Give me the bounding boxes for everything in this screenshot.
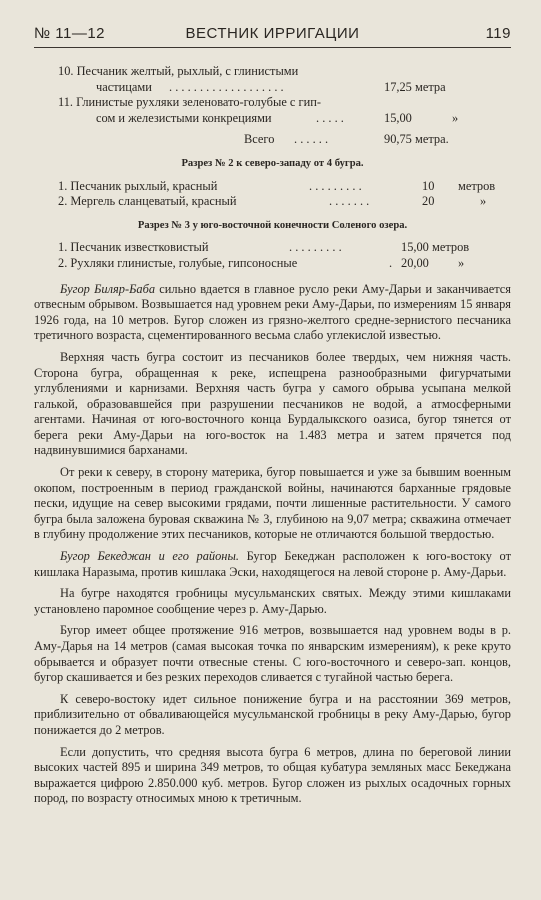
paragraph-text: На бугре находятся гробницы мусульманских святых. Между этими кишлаками установлено паромное сообщение через р. Аму-Дарью. <box>34 586 511 616</box>
list-item-text: 11. Глинистые рухляки зеленовато-голубые с гип- <box>58 95 321 110</box>
list-item-value: 20 <box>422 194 435 209</box>
page-number: 119 <box>485 25 511 42</box>
list-item-value: 10 <box>422 178 435 193</box>
leader-dots: . . . . . . . <box>329 194 370 209</box>
list-item-text: 1. Песчаник рыхлый, красный <box>58 178 218 193</box>
leader-dots: . . . . . . <box>294 132 329 147</box>
list-item-unit: » <box>458 255 465 270</box>
leader-dots: . <box>389 255 393 270</box>
list-item-text-cont: сом и железистыми конкрециями <box>96 110 272 125</box>
running-header <box>34 21 511 48</box>
list-item <box>34 111 511 127</box>
list-item-text: 1. Песчаник известковистый <box>58 240 209 255</box>
paragraph-length <box>34 623 511 685</box>
total-label: Всего <box>244 132 275 147</box>
list-item-value: 20,00 <box>401 255 429 270</box>
leader-dots: . . . . . <box>316 110 344 125</box>
paragraph-upper-part <box>34 350 511 459</box>
leader-dots: . . . . . . . . . <box>309 178 362 193</box>
paragraph-text: От реки к северу, в сторону материка, бугор повышается и уже за бывшим военным окопом, построенным в период гражданской войны, начинаются барханные грядовые пески, идущие на север высокими грядами, почти лишенные растительности. У самого бугра была заложена буровая скважина № 3, глубиною на 9,07 метра; скважина отмечает в глубину продолжение этих песчаников, которые не отличаются большой твердостью. <box>34 465 511 542</box>
list-item <box>34 64 511 80</box>
leader-dots: . . . . . . . . . . . . . . . . . . . <box>169 79 284 94</box>
paragraph-text: Верхняя часть бугра состоит из песчаников более твердых, чем нижняя часть. Сторона бугра, обращенная к реке, испещрена разнообразными фигурчатыми углублениями и карнизами. Верхняя часть бугра у самого обрыва усыпана мелкой галькой, образовавшейся при разрушении песчаников не водой, а атмосферными агентами. Начиная от юго-восточного конца Бурдалыкского оазиса, бугор тянется от берега реки Аму-Дарьи на юго-восток на 1.483 метра и затем прячется под надвинувшимися барханами. <box>34 349 511 458</box>
paragraph-text: Бугор имеет общее протяжение 916 метров, возвышается над уровнем воды в р. Аму-Дарья на 14 метров (самая высокая точка по январским измерениям), к реке круто обрывается и образует почти отвесные стены. С юго-восточного и северо-зап. концов, бугор скашивается и без резких переходов сливается с тугайной частью берега. <box>34 623 511 685</box>
list-section-2 <box>34 179 511 210</box>
paragraph-lead-italic: Бугор Бекеджан и его районы. <box>60 549 239 564</box>
paragraph-text: Бугор Бекеджан расположен к юго-востоку от кишлака Наразыма, против кишлака Эски, находящегося на левой стороне р. Аму-Дарьи. <box>34 549 512 579</box>
paragraph-northeast <box>34 692 511 739</box>
list-item-value: 15,00 <box>384 110 412 125</box>
list-item-unit: метров <box>458 178 496 193</box>
total-value: 90,75 метра. <box>384 132 449 147</box>
paragraph-text: Если допустить, что средняя высота бугра 6 метров, длина по береговой линии высоких частей 895 и ширина 349 метров, то общая кубатура земляных масс Бекеджана выражается цифрою 2.850.000 куб. метров. Бугор сложен из рыхлых осадочных горных пород, по возрасту относимых мною к третичным. <box>34 744 511 806</box>
list-item-text-cont: частицами <box>96 79 152 94</box>
paragraph-bekedzhan <box>34 549 511 580</box>
paragraph-volume <box>34 745 511 807</box>
page-body <box>34 64 511 807</box>
list-item <box>34 80 511 96</box>
paragraph-tombs <box>34 586 511 617</box>
section-heading-2: Разрез № 2 к северо-западу от 4 бугра. <box>181 157 364 169</box>
list-item <box>34 240 511 256</box>
list-section-3 <box>34 240 511 271</box>
leader-dots: . . . . . . . . . <box>289 240 342 255</box>
list-item <box>34 95 511 111</box>
paragraph-lead-italic: Бугор Биляр-Баба <box>60 281 156 296</box>
list-item-text: 2. Рухляки глинистые, голубые, гипсоносные <box>58 255 298 270</box>
list-item <box>34 179 511 195</box>
list-item-value: 17,25 метра <box>384 79 446 94</box>
issue-number: № 11—12 <box>34 25 106 42</box>
section-heading-3: Разрез № 3 у юго-восточной конечности Соленого озера. <box>137 219 408 231</box>
list-item-text: 2. Мергель сланцеватый, красный <box>58 194 237 209</box>
total-line <box>34 132 511 148</box>
list-item-value: 15,00 метров <box>401 240 470 255</box>
paragraph-biliar-baba <box>34 282 511 344</box>
list-item <box>34 256 511 272</box>
paragraph-text: К северо-востоку идет сильное понижение бугра и на расстоянии 369 метров, приблизительно от обваливающейся мусульманской гробницы в реку Аму-Дарью, бугор понижается до 2 метров. <box>34 691 511 737</box>
list-layers-1 <box>34 64 511 148</box>
list-item-unit: » <box>480 194 487 209</box>
journal-title: ВЕСТНИК ИРРИГАЦИИ <box>185 25 360 42</box>
list-item <box>34 194 511 210</box>
paragraph-north <box>34 465 511 543</box>
paragraph-text: сильно вдается в главное русло реки Аму-Дарьи и заканчивается отвесным обрывом. Возвышается над уровнем реки Аму-Дарьи, по измерениям 15 января 1926 года, на 10 метров. Бугор сложен из грязно-желтого средне-зернистого песчаника третичного возраста, сцементированного весьма слабо углекислой известью. <box>34 281 511 343</box>
list-item-text: 10. Песчаник желтый, рыхлый, с глинистыми <box>58 64 299 78</box>
list-item-unit: » <box>452 110 459 125</box>
